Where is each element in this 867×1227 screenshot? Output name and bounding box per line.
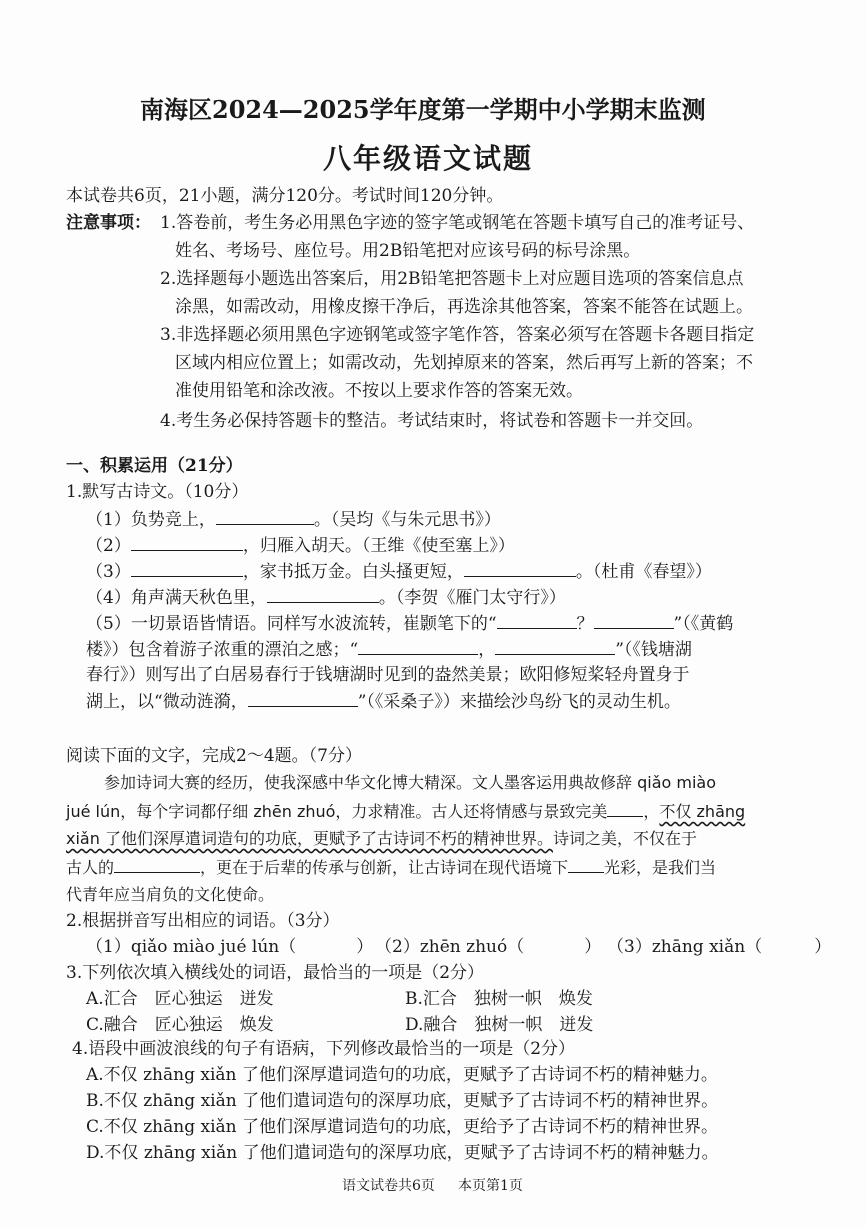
footer-total-pages: 语文试卷共6页 (342, 1178, 435, 1194)
q2-part-1: （1）qiǎo miào jué lún（ ） (86, 937, 374, 957)
answer-blank[interactable] (267, 586, 379, 603)
answer-blank[interactable] (497, 612, 577, 629)
answer-blank[interactable] (607, 800, 643, 817)
q2-stem: 2.根据拼音写出相应的词语。（3分） (66, 911, 340, 931)
answer-blank[interactable] (464, 560, 576, 577)
q4-option-d[interactable]: D.不仅 zhāng xiǎn 了他们遣词造句的深厚功底，更赋予了古诗词不朽的精神魅力。 (86, 1143, 719, 1163)
q1-item-1: （1）负势竞上， 。（吴均《与朱元思书》） (86, 510, 501, 530)
answer-blank[interactable] (358, 638, 478, 655)
answer-blank[interactable] (131, 534, 243, 551)
section-heading: 一、积累运用（21分） (66, 456, 243, 476)
q1-item-2: （2） ，归雁入胡天。（王维《使至塞上》） (86, 536, 515, 556)
q2-part-2: （2）zhēn zhuó（ ） (375, 937, 602, 957)
q1-item-3: （3） ，家书抵万金。白头搔更短， 。（杜甫《春望》） (86, 562, 712, 582)
answer-blank[interactable] (248, 690, 358, 707)
note-3b: 区域内相应位置上；如需改动，先划掉原来的答案，然后再写上新的答案；不 (175, 353, 753, 373)
q1-item-5-line4: 湖上，以“微动涟漪， ”（《采桑子》）来描绘沙鸟纷飞的灵动生机。 (86, 692, 681, 712)
exam-intro: 本试卷共6页，21小题，满分120分。考试时间120分钟。 (66, 186, 504, 206)
exam-title: 南海区2024—2025学年度第一学期中小学期末监测 (140, 95, 706, 124)
q3-option-d[interactable]: D.融合 独树一帜 迸发 (405, 1015, 594, 1035)
passage-line-3: xiǎn 了他们深厚遣词造句的功底，更赋予了古诗词不朽的精神世界。诗词之美，不仅在于 (66, 829, 697, 848)
passage-line-2: jué lún，每个字词都仔细 zhēn zhuó，力求精准。古人还将情感与景致完美 ，不仅 zhāng (66, 802, 746, 821)
q1-stem: 1.默写古诗文。（10分） (66, 482, 249, 502)
note-4: 4.考生务必保持答题卡的整洁。考试结束时，将试卷和答题卡一并交回。 (160, 411, 704, 431)
q4-option-c[interactable]: C.不仅 zhāng xiǎn 了他们深厚遣词造句的功底，更给予了古诗词不朽的精神世界。 (86, 1117, 718, 1137)
notes-label: 注意事项： (66, 213, 151, 233)
q3-option-b[interactable]: B.汇合 独树一帜 焕发 (405, 989, 593, 1009)
note-1a: 1.答卷前，考生务必用黑色字迹的签字笔或钢笔在答题卡填写自己的准考证号、 (160, 213, 755, 233)
q1-item-5-line1: （5）一切景语皆情语。同样写水波流转，崔颢笔下的“ ？ ”（《黄鹤 (86, 614, 734, 634)
q4-option-b[interactable]: B.不仅 zhāng xiǎn 了他们遣词造句的深厚功底，更赋予了古诗词不朽的精神世界。 (86, 1091, 719, 1111)
answer-blank[interactable] (594, 612, 674, 629)
note-2b: 涂黑，如需改动，用橡皮擦干净后，再选涂其他答案，答案不能答在试题上。 (175, 297, 753, 317)
q3-option-c[interactable]: C.融合 匠心独运 焕发 (86, 1015, 274, 1035)
q1-item-4: （4）角声满天秋色里， 。（李贺《雁门太守行》） (86, 588, 566, 608)
answer-blank[interactable] (114, 856, 200, 873)
passage-line-5: 代青年应当肩负的文化使命。 (66, 885, 275, 904)
footer-page-number: 本页第1页 (458, 1178, 523, 1194)
q1-item-5-line3: 春行》）则写出了白居易春行于钱塘湖时见到的盎然美景；欧阳修短桨轻舟置身于 (86, 665, 690, 685)
exam-subtitle: 八年级语文试题 (323, 142, 534, 175)
q4-stem: 4.语段中画波浪线的句子有语病，下列修改最恰当的一项是（2分） (72, 1039, 576, 1059)
passage-line-4: 古人的 ，更在于后辈的传承与创新，让古诗词在现代语境下 光彩，是我们当 (66, 858, 717, 877)
answer-blank[interactable] (216, 508, 314, 525)
passage-line-1: 参加诗词大赛的经历，使我深感中华文化博大精深。文人墨客运用典故修辞 qiǎo miào (104, 773, 716, 792)
q3-stem: 3.下列依次填入横线处的词语，最恰当的一项是（2分） (66, 963, 485, 983)
answer-blank[interactable] (568, 856, 604, 873)
note-3a: 3.非选择题必须用黑色字迹钢笔或签字笔作答，答案必须写在答题卡各题目指定 (160, 325, 755, 345)
q4-option-a[interactable]: A.不仅 zhāng xiǎn 了他们深厚遣词造句的功底，更赋予了古诗词不朽的精神魅力。 (86, 1065, 718, 1085)
reading-intro: 阅读下面的文字，完成2～4题。（7分） (66, 746, 362, 766)
note-3c: 准使用铅笔和涂改液。不按以上要求作答的答案无效。 (175, 381, 583, 401)
answer-blank[interactable] (131, 560, 243, 577)
note-2a: 2.选择题每小题选出答案后，用2B铅笔把答题卡上对应题目选项的答案信息点 (160, 269, 744, 289)
note-1b: 姓名、考场号、座位号。用2B铅笔把对应该号码的标号涂黑。 (175, 241, 641, 261)
answer-blank[interactable] (495, 638, 615, 655)
q3-option-a[interactable]: A.汇合 匠心独运 迸发 (86, 989, 274, 1009)
q1-item-5-line2: 楼》）包含着游子浓重的漂泊之感；“ ， ”（《钱塘湖 (86, 640, 692, 660)
q2-part-3: （3）zhāng xiǎn（ ） (607, 937, 832, 957)
